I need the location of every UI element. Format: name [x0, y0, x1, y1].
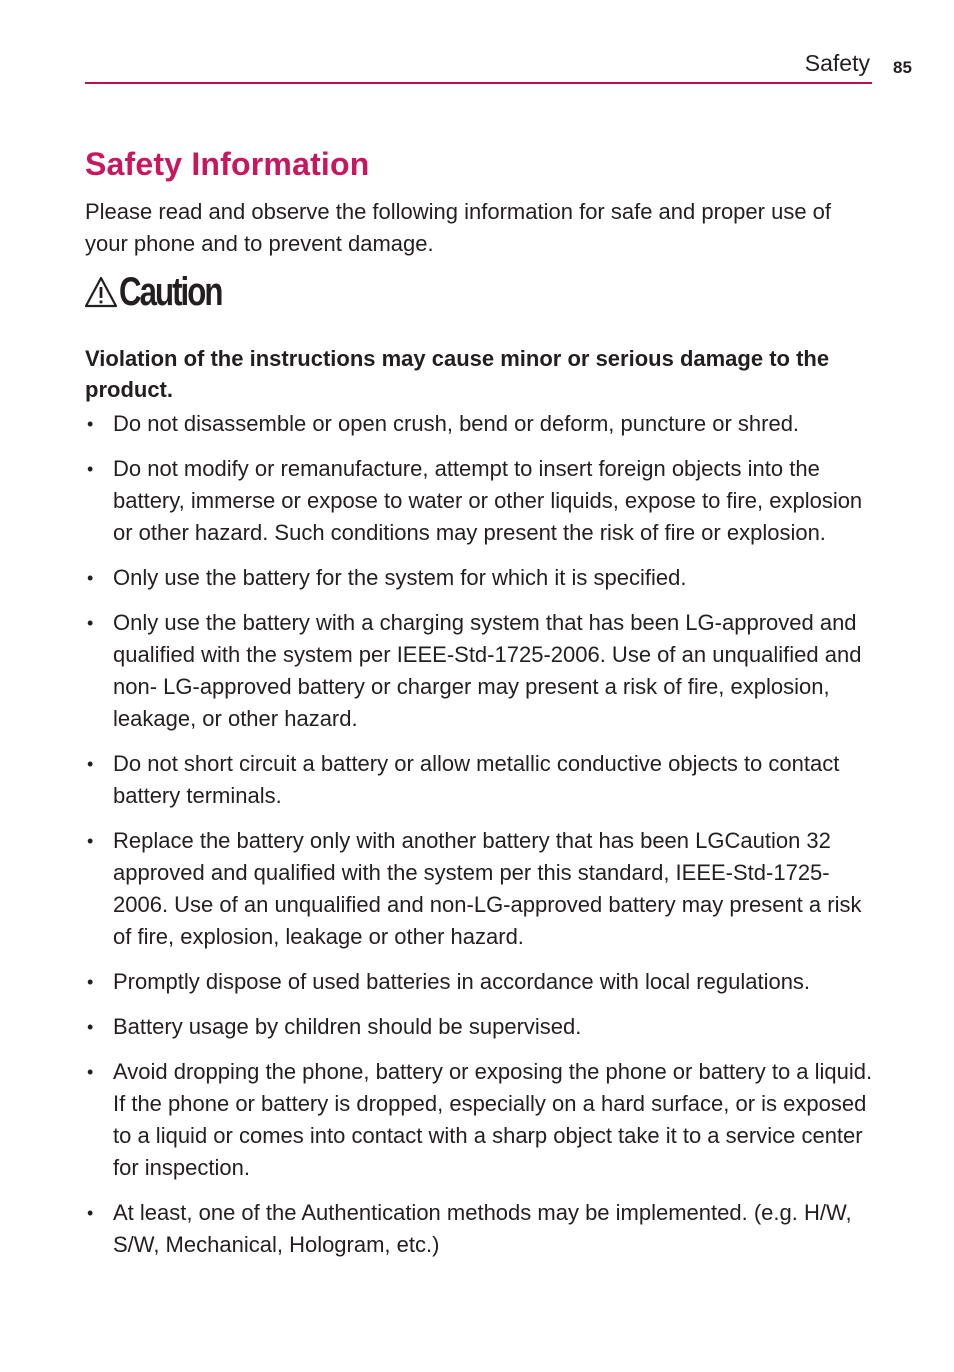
- warning-triangle-icon: [84, 276, 118, 308]
- list-item-text: Only use the battery for the system for which it is specified.: [113, 565, 687, 590]
- bullet-icon: •: [87, 972, 94, 992]
- list-item: [85, 966, 875, 998]
- safety-bullet-list: [85, 408, 875, 1274]
- list-item: [85, 1011, 875, 1043]
- caution-label: Caution: [119, 269, 222, 314]
- bullet-icon: •: [87, 754, 94, 774]
- list-item-text: Avoid dropping the phone, battery or exposing the phone or battery to a liquid. If the phone or battery is dropped, especially on a hard surface, or is exposed to a liquid or comes into contact with a sharp object take it to a service center for inspection.: [113, 1059, 873, 1180]
- list-item-text: Do not disassemble or open crush, bend or deform, puncture or shred.: [113, 411, 800, 436]
- list-item: [85, 1056, 875, 1184]
- intro-paragraph: Please read and observe the following information for safe and proper use of your phone and to prevent damage.: [85, 199, 832, 256]
- list-item: [85, 408, 875, 440]
- bullet-icon: •: [87, 1203, 94, 1223]
- bullet-icon: •: [87, 613, 94, 633]
- list-item: [85, 562, 875, 594]
- bullet-icon: •: [87, 414, 94, 434]
- section-name: Safety: [804, 50, 870, 76]
- page-header: [85, 48, 872, 84]
- list-item-text: Only use the battery with a charging system that has been LG-approved and qualified with the system per IEEE-Std-1725-2006. Use of an unqualified and non- LG-approved battery or charger may present a risk of fire, explosion, leakage, or other hazard.: [113, 610, 862, 731]
- list-item-text: Do not short circuit a battery or allow metallic conductive objects to contact battery terminals.: [113, 751, 840, 808]
- caution-heading: [84, 268, 250, 316]
- bullet-icon: •: [87, 1062, 94, 1082]
- list-item-text: Do not modify or remanufacture, attempt to insert foreign objects into the battery, immerse or expose to water or other liquids, expose to fire, explosion or other hazard. Such conditions may present the risk of fire or explosion.: [113, 456, 863, 545]
- page-title: Safety Information: [85, 146, 370, 182]
- bullet-icon: •: [87, 459, 94, 479]
- page-number: 85: [893, 58, 912, 77]
- list-item: [85, 453, 875, 549]
- list-item: [85, 1197, 875, 1261]
- list-item-text: Battery usage by children should be supervised.: [113, 1014, 582, 1039]
- list-item-text: Promptly dispose of used batteries in accordance with local regulations.: [113, 969, 811, 994]
- caution-warning-text: Violation of the instructions may cause minor or serious damage to the product.: [85, 346, 830, 402]
- bullet-icon: •: [87, 1017, 94, 1037]
- list-item: [85, 607, 875, 735]
- bullet-icon: •: [87, 568, 94, 588]
- list-item: [85, 748, 875, 812]
- list-item: [85, 825, 875, 953]
- list-item-text: Replace the battery only with another battery that has been LGCaution 32 approved and qualified with the system per this standard, IEEE-Std-1725-2006. Use of an unqualified and non-LG-approved battery may present a risk of fire, explosion, leakage or other hazard.: [113, 828, 862, 949]
- bullet-icon: •: [87, 831, 94, 851]
- list-item-text: At least, one of the Authentication methods may be implemented. (e.g. H/W, S/W, Mechanical, Hologram, etc.): [113, 1200, 852, 1257]
